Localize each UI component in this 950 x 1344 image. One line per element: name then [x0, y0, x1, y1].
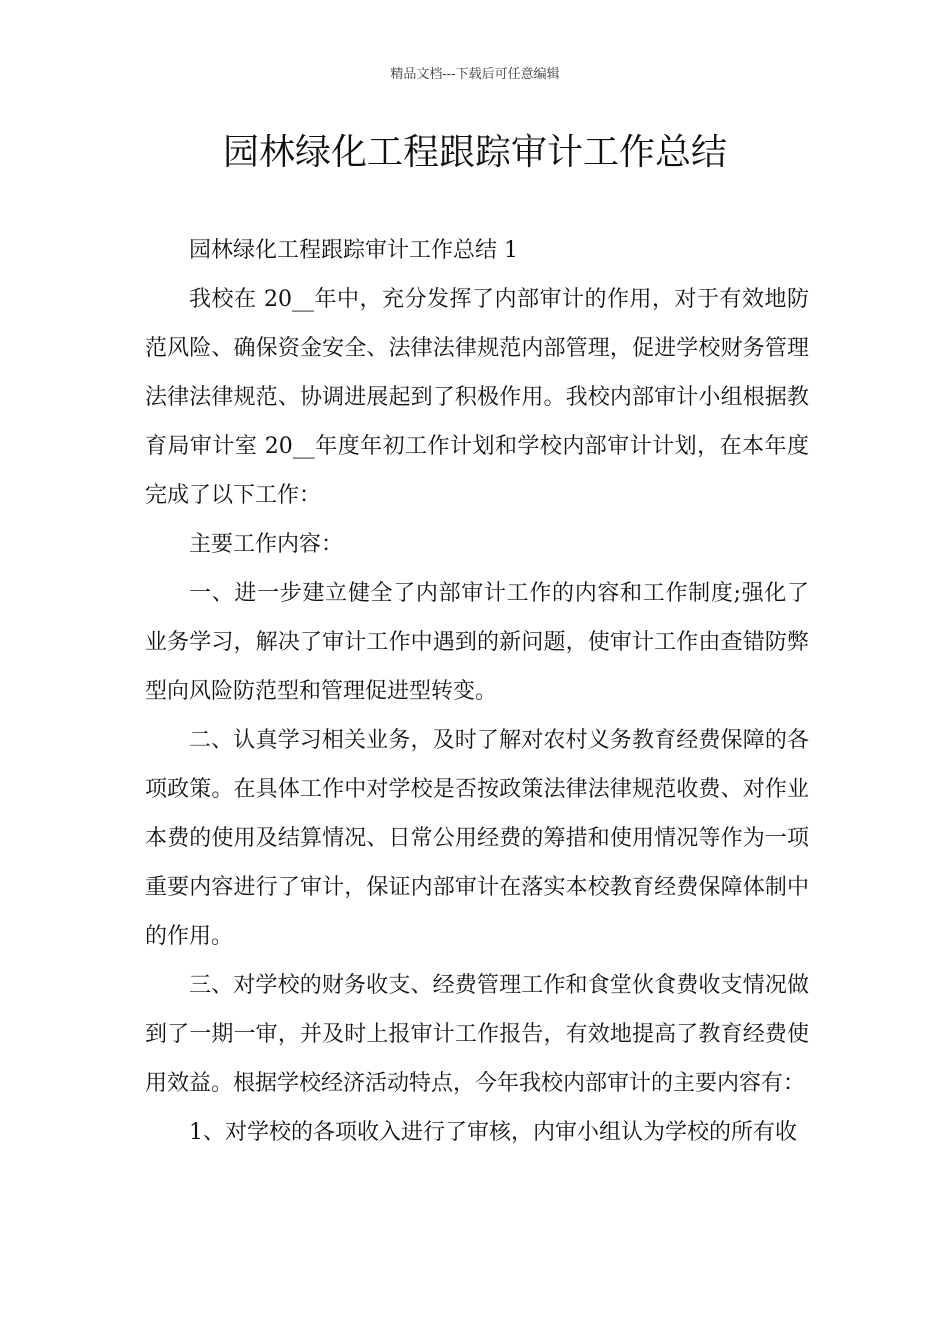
- paragraph-item-2: 二、认真学习相关业务，及时了解对农村义务教育经费保障的各项政策。在具体工作中对学校是否按政策法律法律规范收费、对作业本费的使用及结算情况、日常公用经费的筹措和使用情况等作为一项重要内容进行了审计，保证内部审计在落实本校教育经费保障体制中的作用。: [145, 728, 809, 949]
- paragraph-item-3: 三、对学校的财务收支、经费管理工作和食堂伙食费收支情况做到了一期一审，并及时上报审计工作报告，有效地提高了教育经费使用效益。根据学校经济活动特点，今年我校内部审计的主要内容有：: [145, 973, 809, 1096]
- paragraph-main-content-label: 主要工作内容：: [189, 532, 344, 557]
- paragraph-subitem-1: 1、对学校的各项收入进行了审核，内审小组认为学校的所有收: [189, 1120, 797, 1145]
- document-title: 园林绿化工程跟踪审计工作总结: [222, 132, 727, 173]
- section-heading: 园林绿化工程跟踪审计工作总结 1: [189, 238, 518, 263]
- paragraph-intro: 我校在 20__年中，充分发挥了内部审计的作用，对于有效地防范风险、确保资金安全、法律法律规范内部管理，促进学校财务管理法律法律规范、协调进展起到了积极作用。我校内部审计小组根据教育局审计室 20__年度年初工作计划和学校内部审计计划，在本年度完成了以下工作：: [145, 287, 809, 508]
- document-body: [145, 226, 809, 1157]
- paragraph-item-1: 一、进一步建立健全了内部审计工作的内容和工作制度;强化了业务学习，解决了审计工作中遇到的新问题，使审计工作由查错防弊型向风险防范型和管理促进型转变。: [145, 581, 809, 704]
- header-note: 精品文档---下载后可任意编辑: [390, 67, 560, 82]
